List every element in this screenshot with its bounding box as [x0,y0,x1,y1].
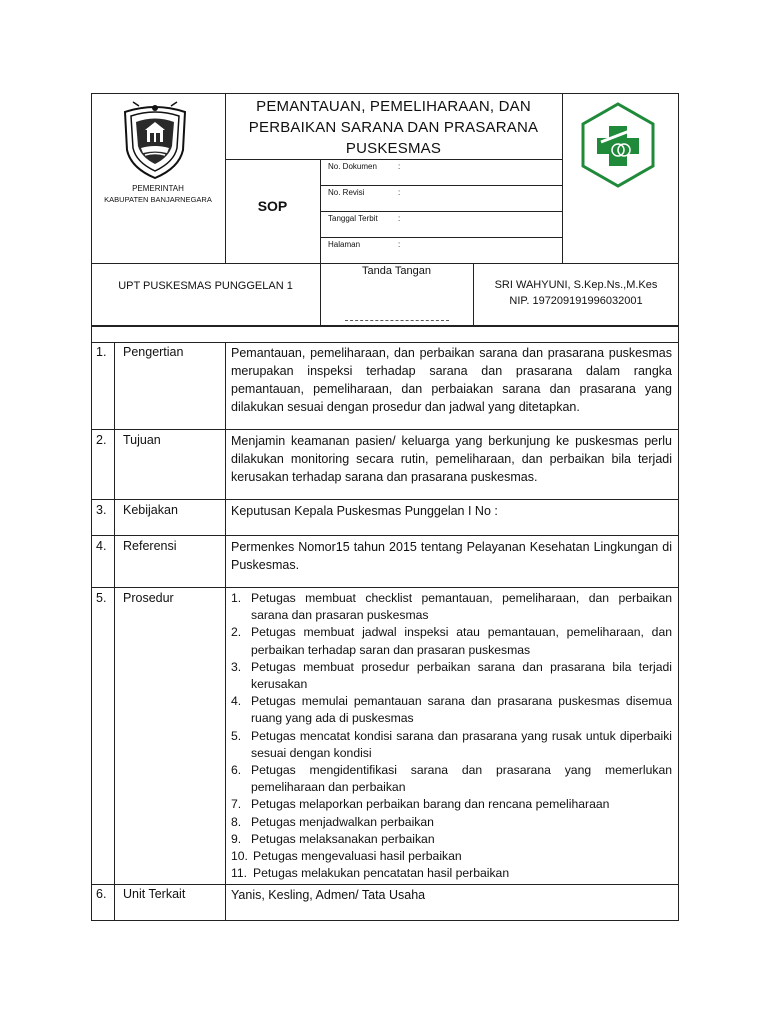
divider [320,185,562,186]
unit-name: UPT PUSKESMAS PUNGGELAN 1 [118,280,293,292]
divider [91,263,679,264]
document-title-line-3: PUSKESMAS [345,140,442,157]
section-number: 2. [96,433,107,447]
section-number: 5. [96,591,107,605]
revision-number-label: No. Revisi [328,188,365,197]
divider [114,342,115,921]
list-item: 11. Petugas melakukan pencatatan hasil perbaikan [231,866,510,881]
divider [91,499,679,500]
section-number: 1. [96,345,107,359]
section-text-pengertian: Pemantauan, pemeliharaan, dan perbaikan sarana dan prasarana puskesmas merupakan inspeksi terhadap sarana dan prasarana dalam rangka pemantauan, pemeliharaan, dan perbaiakan sarana dan prasarana yang dilakukan sesuai dengan prosedur dan jadwal yang ditetapkan. [231,346,672,414]
signature-line [345,320,449,321]
divider [91,429,679,430]
section-text-kebijakan: Keputusan Kepala Puskesmas Punggelan I No : [231,504,498,518]
document-title-line-2: PERBAIKAN SARANA DAN PRASARANA [248,119,539,136]
divider [91,535,679,536]
list-item: 1. Petugas membuat checklist pemantauan, pemeliharaan, dan perbaikan sarana dan prasaran puskesmas [231,591,672,623]
divider [225,159,562,160]
logo-caption-line-2: KABUPATEN BANJARNEGARA [104,195,212,204]
colon: : [398,188,401,197]
colon: : [398,162,401,171]
list-item: 3. Petugas membuat prosedur perbaikan sarana dan prasarana bila terjadi kerusakan [231,659,672,692]
list-item: 5. Petugas mencatat kondisi sarana dan prasarana yang rusak untuk diperbaiki sesuai dengan kondisi [231,728,672,760]
list-item: 2. Petugas membuat jadwal inspeksi atau pemantauan, pemeliharaan, dan perbaikan terhadap saran dan prasaran puskesmas [231,625,672,657]
section-label-referensi: Referensi [123,539,177,553]
divider [225,342,226,921]
section-text-tujuan: Menjamin keamanan pasien/ keluarga yang berkunjung ke puskesmas perlu dilakukan monitoring secara rutin, pemeliharaan, dan perbaikan bila terjadi kerusakan terhadap sarana dan prasarana puskesmas. [231,434,672,484]
document-title-line-1: PEMANTAUAN, PEMELIHARAAN, DAN [256,98,531,115]
divider [320,237,562,238]
section-text-unit-terkait: Yanis, Kesling, Admen/ Tata Usaha [231,888,426,902]
divider [91,587,679,588]
list-item: 7. Petugas melaporkan perbaikan barang dan rencana pemeliharaan [231,797,610,812]
signature-label: Tanda Tangan [362,265,431,277]
divider [91,884,679,885]
list-item: 8. Petugas menjadwalkan perbaikan [231,814,434,829]
divider [320,211,562,212]
document-number-label: No. Dokumen [328,162,377,171]
section-number: 6. [96,887,107,901]
section-number: 3. [96,503,107,517]
puskesmas-logo [580,102,656,188]
page-label: Halaman [328,240,361,249]
section-label-tujuan: Tujuan [123,433,161,447]
logo-caption-line-1: PEMERINTAH [132,184,184,193]
divider [562,93,563,263]
official-nip: NIP. 197209191996032001 [509,295,643,307]
procedure-steps [231,590,672,882]
list-item: 6. Petugas mengidentifikasi sarana dan prasarana yang memerlukan pemeliharaan dan perbaikan [231,763,672,795]
section-label-pengertian: Pengertian [123,345,184,359]
section-label-unit-terkait: Unit Terkait [123,887,186,901]
sop-label: SOP [257,198,288,214]
banjarnegara-emblem-logo [119,100,191,182]
issue-date-label: Tanggal Terbit [328,214,378,223]
list-item: 10. Petugas mengevaluasi hasil perbaikan [231,849,462,864]
section-label-kebijakan: Kebijakan [123,503,178,517]
section-label-prosedur: Prosedur [123,591,174,605]
section-number: 4. [96,539,107,553]
list-item: 9. Petugas melaksanakan perbaikan [231,831,435,846]
official-name: SRI WAHYUNI, S.Kep.Ns.,M.Kes [494,279,658,291]
colon: : [398,214,401,223]
section-text-referensi: Permenkes Nomor15 tahun 2015 tentang Pelayanan Kesehatan Lingkungan di Puskesmas. [231,540,672,572]
divider [91,342,679,343]
list-item: 4. Petugas memulai pemantauan sarana dan prasarana puskesmas disemua ruang yang ada di puskesmas [231,694,672,726]
colon: : [398,240,401,249]
